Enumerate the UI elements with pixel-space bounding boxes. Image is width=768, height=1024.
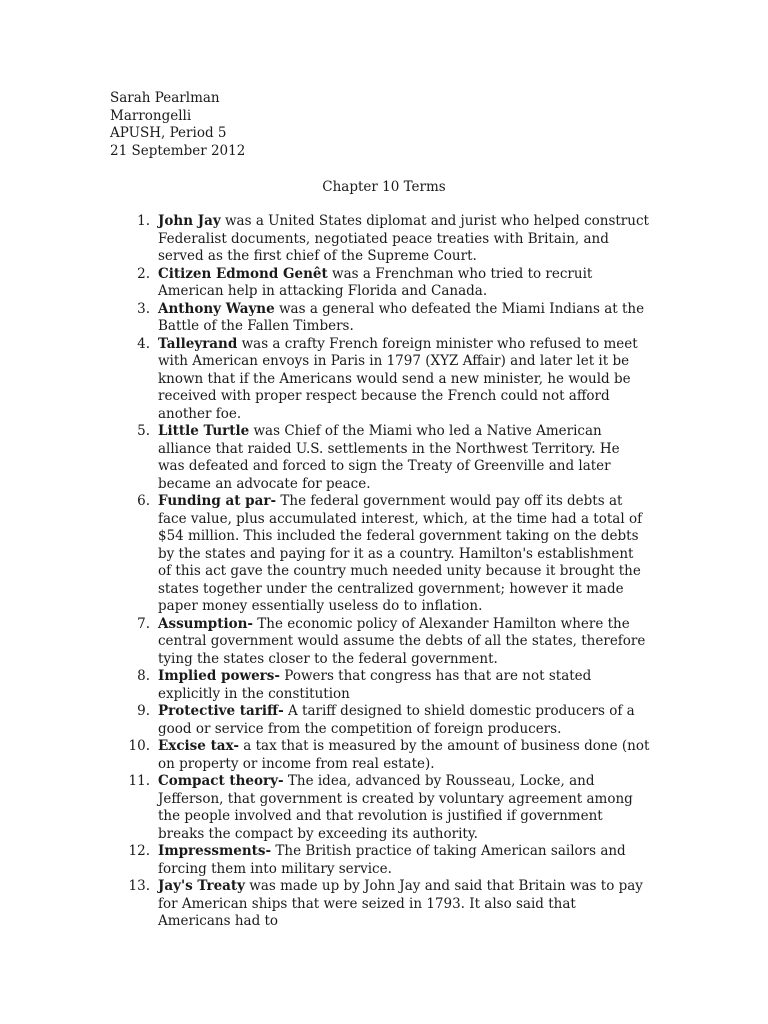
term-name: Little Turtle [158, 423, 250, 439]
term-name: Implied powers- [158, 668, 280, 684]
course-period: APUSH, Period 5 [110, 125, 227, 141]
item-number: 4. [137, 335, 150, 352]
term-definition: was Chief of the Miami who led a Native American alliance that raided U.S. settlements in the Northwest Territory. He was defeated and forced to sign the Treaty of Greenville and later became an advocate for peace. [158, 423, 620, 492]
term-name: Anthony Wayne [158, 300, 275, 317]
list-item [110, 423, 650, 493]
list-item [110, 703, 650, 738]
list-item [110, 493, 650, 616]
term-definition: Powers that congress has that are not stated explicitly in the constitution [158, 668, 592, 702]
term-definition: The idea, advanced by Rousseau, Locke, and Jefferson, that government is created by voluntary agreement among the people involved and that revolution is justified if government breaks the compact by exceeding its authority. [158, 773, 633, 842]
item-number: 10. [128, 738, 150, 754]
item-number: 8. [137, 668, 150, 684]
term-name: John Jay [158, 213, 221, 229]
term-name: Excise tax- [158, 738, 239, 754]
list-item [110, 616, 650, 669]
term-definition: was a general who defeated the Miami Indians at the Battle of the Fallen Timbers. [158, 300, 645, 334]
list-item [110, 266, 650, 301]
terms-list [110, 213, 650, 931]
term-definition: was a United States diplomat and jurist who helped construct Federalist documents, negotiated peace treaties with Britain, and served as the first chief of the Supreme Court. [158, 213, 649, 264]
list-item [110, 878, 650, 931]
item-number: 12. [128, 843, 150, 859]
term-name: Funding at par- [158, 493, 277, 509]
student-name: Sarah Pearlman [110, 90, 220, 106]
list-item [110, 773, 650, 843]
page-title: Chapter 10 Terms [322, 179, 446, 195]
item-number: 2. [137, 265, 150, 282]
list-item [110, 301, 650, 336]
item-number: 11. [128, 773, 150, 789]
list-item [110, 213, 650, 266]
list-item [110, 843, 650, 878]
term-definition: The federal government would pay off its debts at face value, plus accumulated interest, which, at the time had a total of $54 million. This included the federal government taking on the debts by the states and paying for it as a country. Hamilton's establishment of this act gave the country much needed unity because it brought the states together under the centralized government; however it made paper money essentially useless do to inflation. [158, 493, 643, 614]
term-name: Protective tariff- [158, 703, 284, 719]
term-definition: was made up by John Jay and said that Britain was to pay for American ships that were seized in 1793. It also said that Americans had to [158, 878, 643, 929]
term-definition: The economic policy of Alexander Hamilton where the central government would assume the debts of all the states, therefore tying the states closer to the federal government. [158, 615, 646, 667]
list-item [110, 668, 650, 703]
teacher-name: Marrongelli [110, 107, 192, 124]
header-block [110, 90, 245, 160]
item-number: 1. [137, 213, 150, 229]
item-number: 13. [128, 878, 150, 894]
item-number: 7. [137, 615, 150, 632]
term-definition: The British practice of taking American sailors and forcing them into military service. [158, 843, 626, 877]
list-item [110, 336, 650, 424]
term-name: Citizen Edmond Genêt [158, 265, 328, 282]
term-definition: A tariff designed to shield domestic producers of a good or service from the competition of foreign producers. [158, 703, 635, 737]
item-number: 3. [137, 300, 150, 317]
term-name: Impressments- [158, 843, 272, 859]
term-name: Assumption- [158, 615, 254, 632]
term-definition: a tax that is measured by the amount of business done (not on property or income from real estate). [158, 738, 650, 772]
term-name: Compact theory- [158, 773, 284, 789]
term-name: Talleyrand [158, 335, 238, 352]
term-definition: was a Frenchman who tried to recruit American help in attacking Florida and Canada. [158, 265, 593, 299]
term-definition: was a crafty French foreign minister who refused to meet with American envoys in Paris in 1797 (XYZ Affair) and later let it be known that if the Americans would send a new minister, he would be received with proper respect because the French could not afford another foe. [158, 335, 638, 422]
item-number: 6. [137, 493, 150, 509]
date: 21 September 2012 [110, 142, 246, 159]
item-number: 9. [137, 703, 150, 719]
list-item [110, 738, 650, 773]
term-name: Jay's Treaty [158, 878, 246, 894]
item-number: 5. [137, 423, 150, 439]
